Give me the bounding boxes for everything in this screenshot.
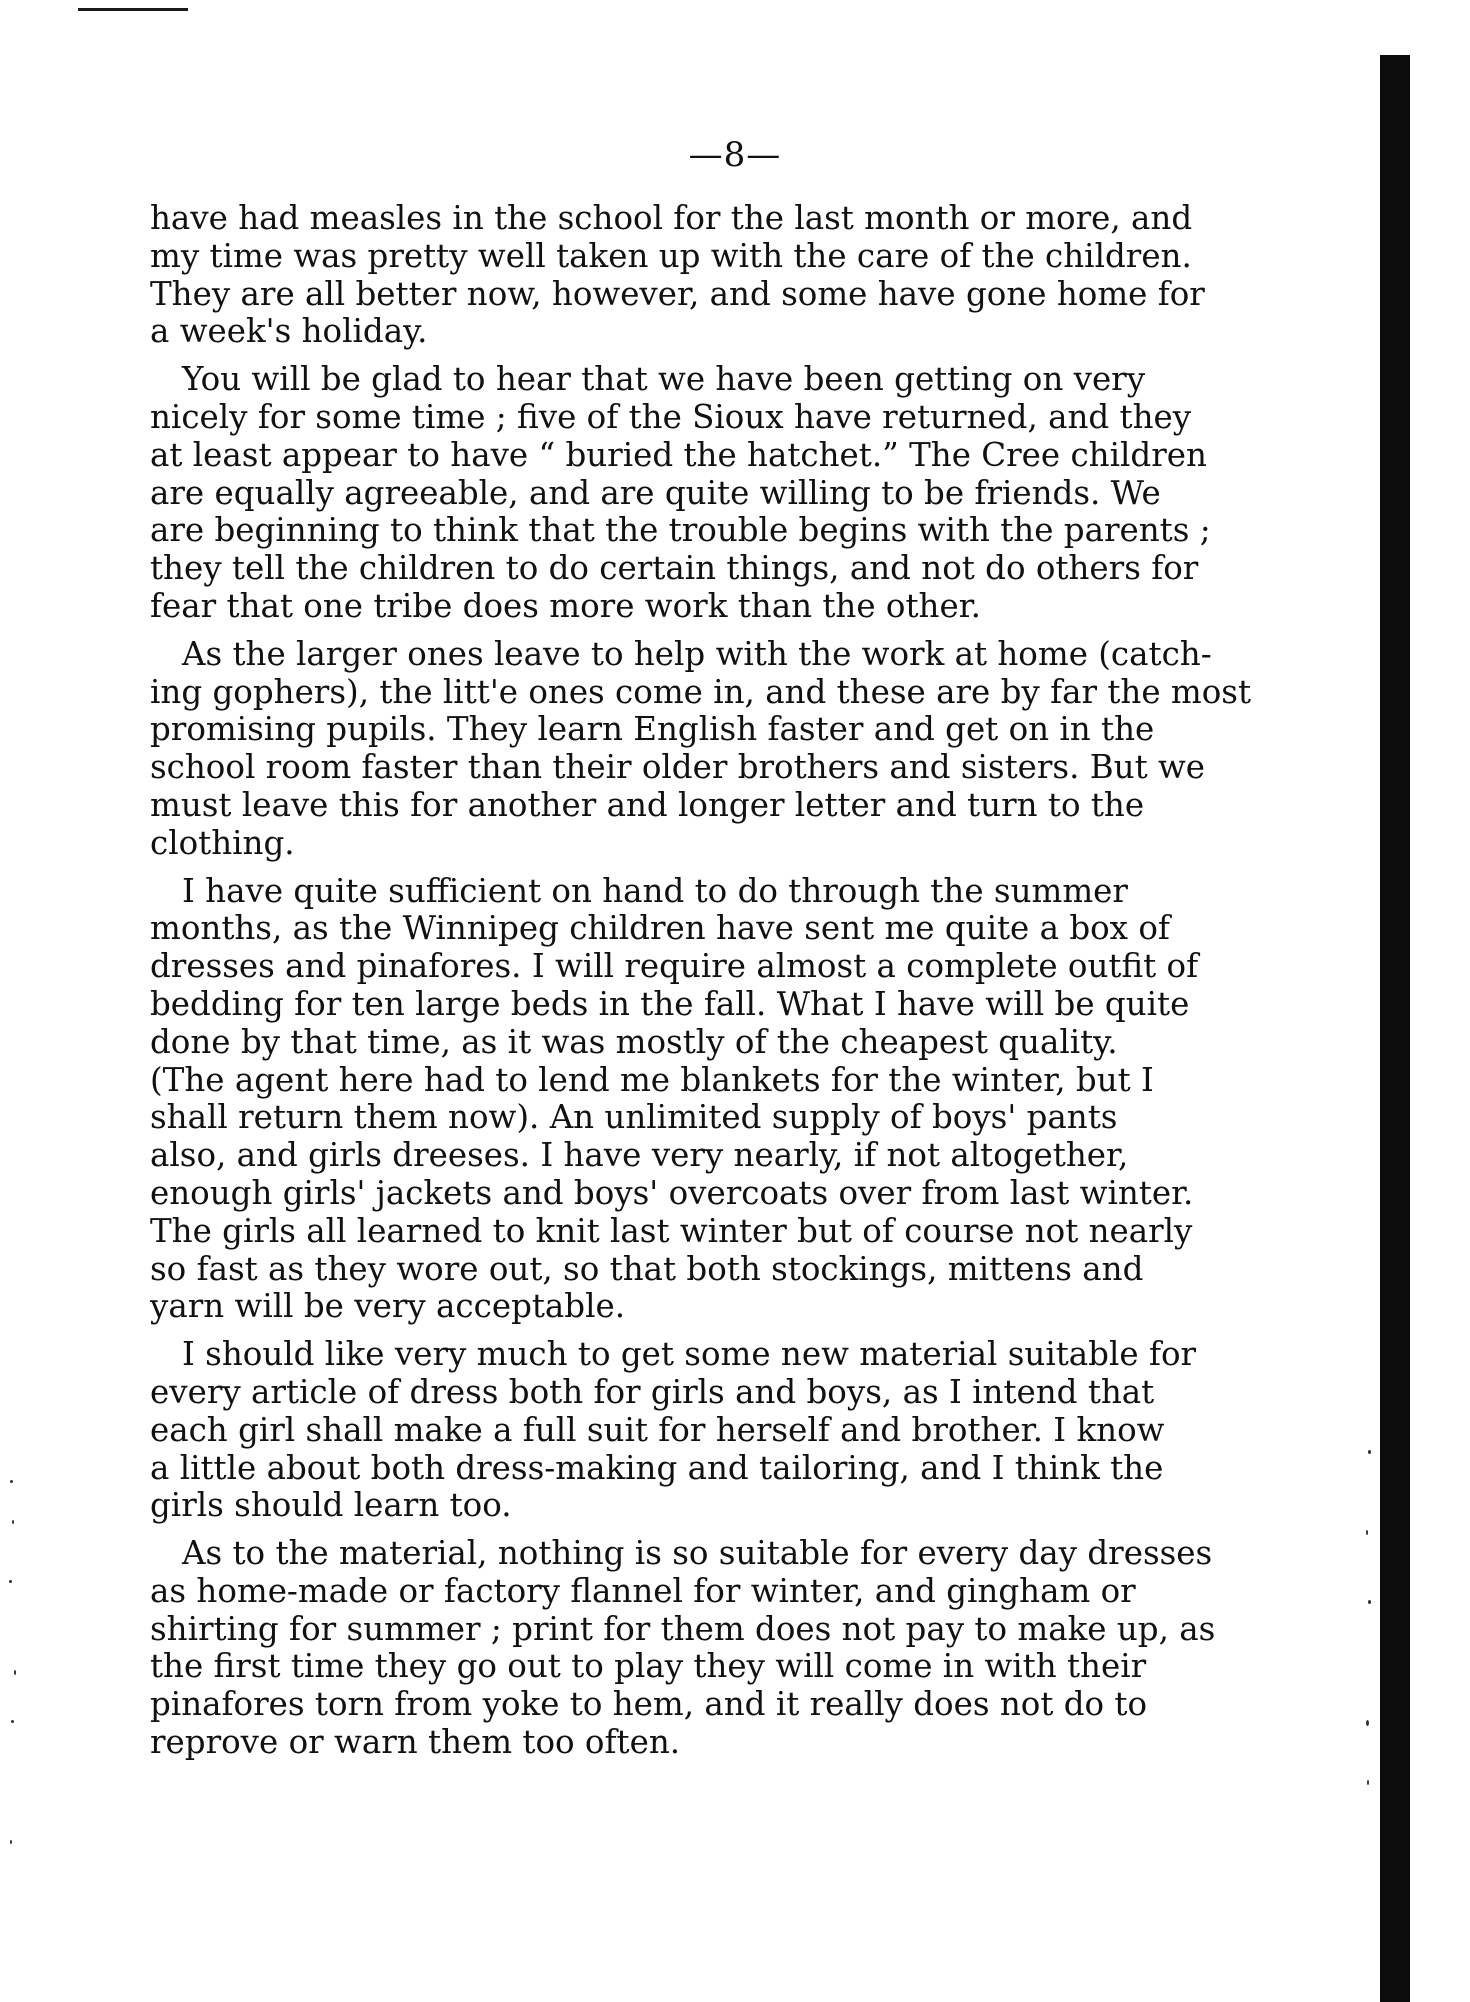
page-number: —8— bbox=[688, 135, 782, 175]
text-line: school room faster than their older brothers and sisters. But we bbox=[150, 748, 1206, 787]
text-line: also, and girls dreeses. I have very nearly, if not altogether, bbox=[150, 1136, 1129, 1175]
text-line: As the larger ones leave to help with the work at home (catch- bbox=[182, 634, 1212, 673]
text-line: a little about both dress-making and tailoring, and I think the bbox=[150, 1448, 1164, 1487]
scan-speck bbox=[10, 1840, 12, 1844]
text-line: reprove or warn them too often. bbox=[150, 1723, 681, 1762]
text-line: enough girls' jackets and boys' overcoats over from last winter. bbox=[150, 1173, 1194, 1212]
text-line: promising pupils. They learn English faster and get on in the bbox=[150, 710, 1155, 749]
scan-speck bbox=[10, 1480, 13, 1483]
paragraph bbox=[150, 636, 1318, 863]
text-line: As to the material, nothing is so suitable for every day dresses bbox=[182, 1534, 1213, 1573]
text-line: The girls all learned to knit last winter but of course not nearly bbox=[150, 1211, 1193, 1250]
text-line: have had measles in the school for the last month or more, and bbox=[150, 199, 1193, 237]
text-line: so fast as they wore out, so that both stockings, mittens and bbox=[150, 1249, 1144, 1288]
paragraph bbox=[150, 1336, 1318, 1525]
text-line: must leave this for another and longer letter and turn to the bbox=[150, 785, 1145, 824]
text-line: dresses and pinafores. I will require almost a complete outfit of bbox=[150, 947, 1199, 986]
text-line: are beginning to think that the trouble begins with the parents ; bbox=[150, 511, 1211, 550]
text-line: I should like very much to get some new material suitable for bbox=[182, 1335, 1197, 1374]
text-line: pinafores torn from yoke to hem, and it really does not do to bbox=[150, 1685, 1148, 1724]
text-line: I have quite sufficient on hand to do through the summer bbox=[182, 871, 1128, 910]
paragraph bbox=[150, 873, 1318, 1327]
text-line: every article of dress both for girls and boys, as I intend that bbox=[150, 1372, 1155, 1411]
text-line: done by that time, as it was mostly of the cheapest quality. bbox=[150, 1022, 1118, 1061]
text-line: they tell the children to do certain things, and not do others for bbox=[150, 549, 1199, 588]
paragraph bbox=[150, 1535, 1318, 1762]
scan-speck bbox=[12, 1520, 14, 1524]
text-line: They are all better now, however, and some have gone home for bbox=[150, 274, 1205, 313]
text-line: shall return them now). An unlimited supply of boys' pants bbox=[150, 1098, 1118, 1137]
text-line: each girl shall make a full suit for herself and brother. I know bbox=[150, 1410, 1165, 1449]
text-line: You will be glad to hear that we have been getting on very bbox=[182, 360, 1146, 399]
text-line: ing gophers), the litt'e ones come in, and these are by far the most bbox=[150, 672, 1252, 711]
text-line: the first time they go out to play they will come in with their bbox=[150, 1647, 1147, 1686]
text-line: (The agent here had to lend me blankets for the winter, but I bbox=[150, 1060, 1154, 1099]
scan-speck bbox=[1368, 1600, 1371, 1604]
scan-speck bbox=[1366, 1530, 1368, 1535]
scan-speck bbox=[1368, 1450, 1371, 1454]
scan-speck bbox=[9, 1580, 12, 1583]
scan-speck bbox=[1367, 1780, 1369, 1785]
text-line: are equally agreeable, and are quite willing to be friends. We bbox=[150, 473, 1161, 512]
text-line: shirting for summer ; print for them does not pay to make up, as bbox=[150, 1609, 1216, 1648]
text-line: at least appear to have “ buried the hatchet.” The Cree children bbox=[150, 435, 1207, 474]
text-line: months, as the Winnipeg children have sent me quite a box of bbox=[150, 909, 1170, 948]
text-line: fear that one tribe does more work than the other. bbox=[150, 586, 982, 625]
body-text bbox=[150, 200, 1318, 1772]
paragraph bbox=[150, 361, 1318, 626]
paragraph bbox=[150, 200, 1318, 351]
scan-speck bbox=[1366, 1720, 1369, 1726]
text-line: bedding for ten large beds in the fall. What I have will be quite bbox=[150, 984, 1190, 1023]
scan-speck bbox=[11, 1720, 14, 1723]
top-rule bbox=[78, 8, 188, 11]
text-line: clothing. bbox=[150, 823, 295, 862]
text-line: a week's holiday. bbox=[150, 312, 428, 351]
text-line: yarn will be very acceptable. bbox=[150, 1287, 626, 1326]
text-line: my time was pretty well taken up with the care of the children. bbox=[150, 236, 1192, 275]
binding-edge-shadow bbox=[1380, 55, 1410, 2002]
text-line: as home-made or factory flannel for winter, and gingham or bbox=[150, 1571, 1136, 1610]
scan-speck bbox=[14, 1670, 16, 1675]
text-line: girls should learn too. bbox=[150, 1486, 512, 1525]
text-line: nicely for some time ; five of the Sioux have returned, and they bbox=[150, 397, 1192, 436]
